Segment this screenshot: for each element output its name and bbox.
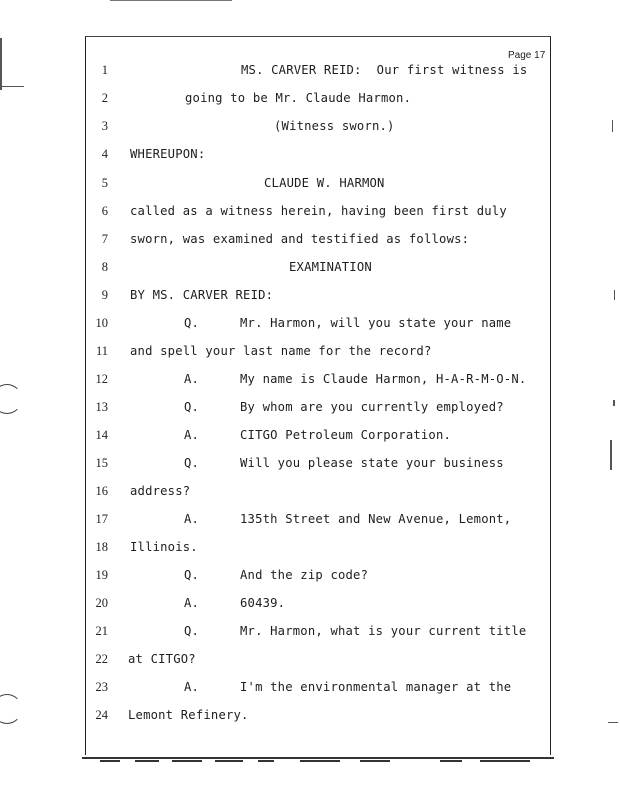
page-number: Page 17 — [508, 50, 546, 61]
line-number: 22 — [95, 652, 108, 666]
transcript-line: I'm the environmental manager at the — [240, 680, 512, 694]
transcript-line: 60439. — [240, 596, 286, 610]
speaker-label: Q. — [184, 400, 200, 414]
line-number: 10 — [95, 316, 108, 330]
transcript-line: going to be Mr. Claude Harmon. — [185, 91, 412, 105]
transcript-line: at CITGO? — [128, 652, 196, 666]
speaker-label: Q. — [184, 624, 200, 638]
transcript-line: Lemont Refinery. — [128, 708, 249, 722]
line-number: 4 — [101, 147, 108, 161]
page-bottom-rule — [82, 757, 554, 759]
transcript-line: address? — [130, 484, 191, 498]
transcript-line: (Witness sworn.) — [274, 119, 395, 133]
line-number: 20 — [95, 596, 108, 610]
line-number: 3 — [101, 119, 108, 133]
transcript-line: My name is Claude Harmon, H-A-R-M-O-N. — [240, 372, 527, 386]
scan-artifact — [0, 38, 2, 90]
transcript-line: Mr. Harmon, what is your current title — [240, 624, 527, 638]
speaker-label: A. — [184, 512, 200, 526]
transcript-line: Mr. Harmon, will you state your name — [240, 316, 512, 330]
speaker-label: A. — [184, 372, 200, 386]
speaker-label: Q. — [184, 456, 200, 470]
scan-artifact — [2, 86, 24, 87]
line-number: 5 — [101, 176, 108, 190]
scan-artifact — [0, 694, 22, 724]
transcript-line: MS. CARVER REID: Our first witness is — [241, 63, 528, 77]
scan-artifact — [612, 120, 613, 132]
transcript-line: Will you please state your business — [240, 456, 504, 470]
line-number: 19 — [95, 568, 108, 582]
scan-artifact — [0, 384, 22, 414]
line-number: 1 — [101, 63, 108, 77]
transcript-line: By whom are you currently employed? — [240, 400, 504, 414]
speaker-label: Q. — [184, 568, 200, 582]
transcript-line: called as a witness herein, having been first duly — [130, 204, 507, 218]
line-number: 14 — [95, 428, 108, 442]
line-number: 24 — [95, 708, 108, 722]
line-number: 15 — [95, 456, 108, 470]
line-number: 11 — [95, 344, 108, 358]
scan-artifact — [608, 722, 618, 723]
speaker-label: A. — [184, 680, 200, 694]
line-number: 18 — [95, 540, 108, 554]
line-number: 12 — [95, 372, 108, 386]
transcript-line: CITGO Petroleum Corporation. — [240, 428, 452, 442]
transcript-line: Illinois. — [130, 540, 198, 554]
line-number: 9 — [101, 288, 108, 302]
line-number: 21 — [95, 624, 108, 638]
line-number: 17 — [95, 512, 108, 526]
transcript-line: EXAMINATION — [289, 260, 372, 274]
transcript-line: BY MS. CARVER REID: — [130, 288, 274, 302]
scan-artifact — [300, 760, 340, 762]
scan-artifact — [610, 440, 612, 470]
page-frame — [85, 36, 551, 755]
transcript-line: sworn, was examined and testified as follows: — [130, 232, 470, 246]
scan-artifact — [480, 760, 530, 762]
line-number: 23 — [95, 680, 108, 694]
speaker-label: A. — [184, 428, 200, 442]
scan-artifact — [440, 760, 462, 762]
speaker-label: A. — [184, 596, 200, 610]
transcript-line: And the zip code? — [240, 568, 369, 582]
line-number: 7 — [101, 232, 108, 246]
scan-artifact — [135, 760, 159, 762]
transcript-line: and spell your last name for the record? — [130, 344, 432, 358]
transcript-line: 135th Street and New Avenue, Lemont, — [240, 512, 512, 526]
scan-artifact — [614, 290, 615, 300]
scan-artifact — [613, 400, 615, 406]
scan-artifact — [360, 760, 390, 762]
scan-artifact — [258, 760, 274, 762]
scan-artifact — [172, 760, 202, 762]
scan-artifact — [110, 0, 232, 1]
scan-artifact — [215, 760, 243, 762]
scan-artifact — [100, 760, 120, 762]
line-number: 6 — [101, 204, 108, 218]
line-number: 13 — [95, 400, 108, 414]
transcript-line: CLAUDE W. HARMON — [264, 176, 385, 190]
speaker-label: Q. — [184, 316, 200, 330]
line-number: 16 — [95, 484, 108, 498]
line-number: 8 — [101, 260, 108, 274]
line-number: 2 — [101, 91, 108, 105]
transcript-line: WHEREUPON: — [130, 147, 206, 161]
